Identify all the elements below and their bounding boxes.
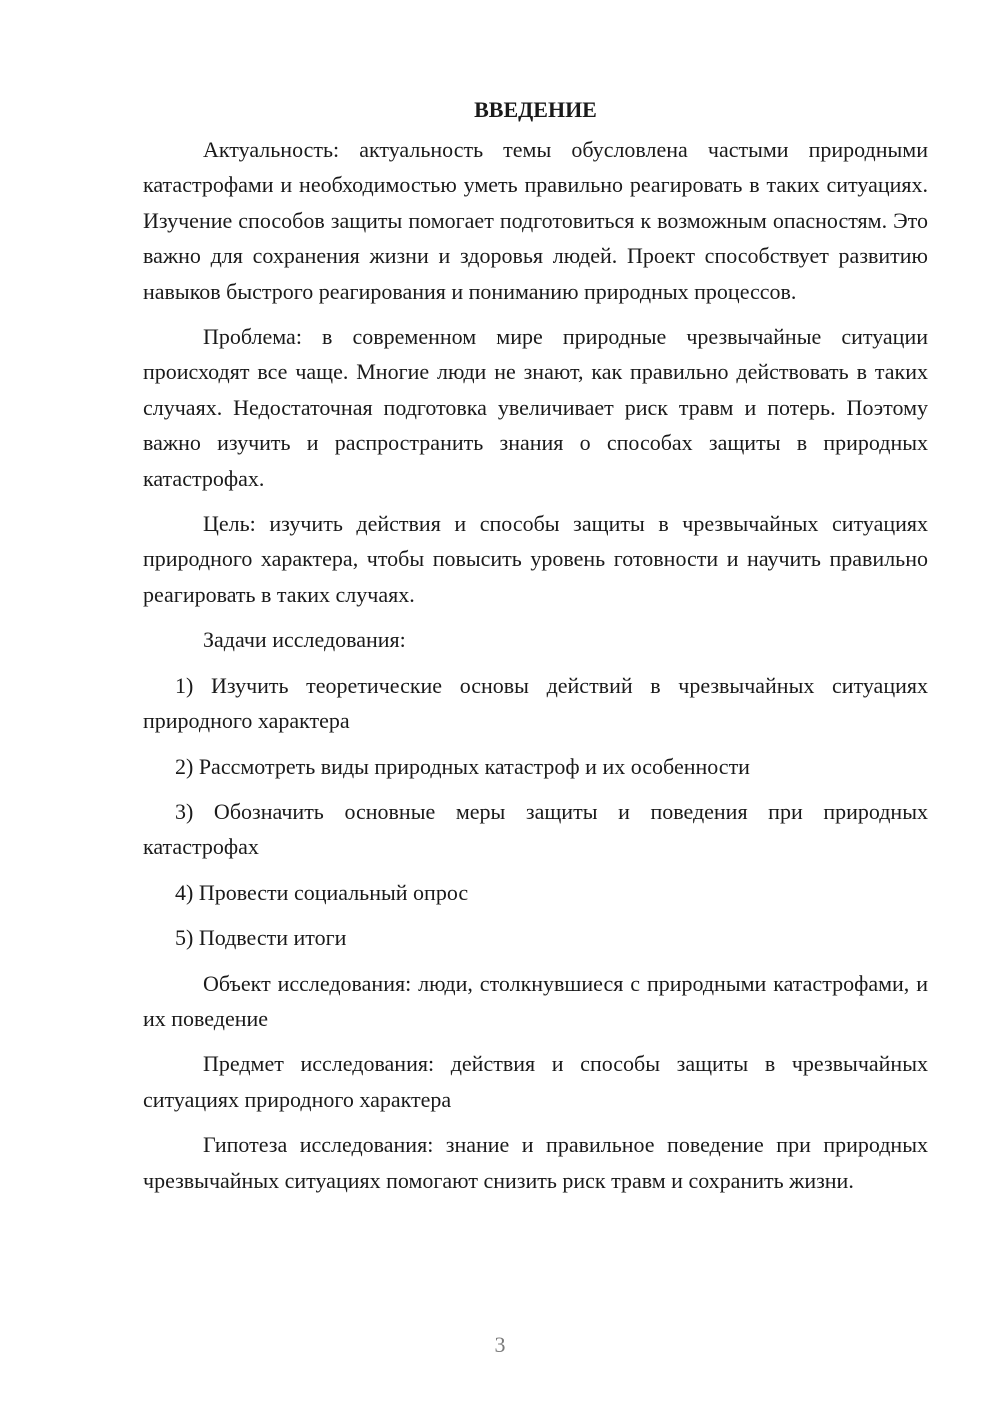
problem-paragraph: Проблема: в современном мире природные чрезвычайные ситуации происходят все чаще. Многие люди не знают, как правильно действовать в таких случаях. Недостаточная подготовка увеличивает риск травм и потерь. Поэтому важно изучить и распространить знания о способах защиты в природных катастрофах. xyxy=(143,324,928,491)
tasks-heading: Задачи исследования: xyxy=(203,627,406,653)
relevance-paragraph: Актуальность: актуальность темы обусловлена частыми природными катастрофами и необходимостью уметь правильно реагировать в таких ситуациях. Изучение способов защиты помогает подготовиться к возможным опасностям. Это важно для сохранения жизни и здоровья людей. Проект способствует развитию навыков быстрого реагирования и пониманию природных процессов. xyxy=(143,137,928,304)
subject-paragraph: Предмет исследования: действия и способы защиты в чрезвычайных ситуациях природного характера xyxy=(143,1051,928,1112)
hypothesis-paragraph: Гипотеза исследования: знание и правильное поведение при природных чрезвычайных ситуациях помогают снизить риск травм и сохранить жизни. xyxy=(143,1132,928,1193)
object-paragraph: Объект исследования: люди, столкнувшиеся с природными катастрофами, и их поведение xyxy=(143,970,928,1031)
document-page xyxy=(143,92,928,1208)
goal-paragraph: Цель: изучить действия и способы защиты в чрезвычайных ситуациях природного характера, чтобы повысить уровень готовности и научить правильно реагировать в таких случаях. xyxy=(143,511,928,607)
task-item-4: 4) Провести социальный опрос xyxy=(175,879,469,905)
page-number: 3 xyxy=(494,1332,506,1357)
task-item-1: 1) Изучить теоретические основы действий в чрезвычайных ситуациях природного характера xyxy=(143,672,928,734)
page-title: ВВЕДЕНИЕ xyxy=(474,97,597,122)
task-item-2: 2) Рассмотреть виды природных катастроф и их особенности xyxy=(175,753,750,779)
task-item-5: 5) Подвести итоги xyxy=(175,925,347,951)
task-item-3: 3) Обозначить основные меры защиты и поведения при природных катастрофах xyxy=(143,798,928,860)
